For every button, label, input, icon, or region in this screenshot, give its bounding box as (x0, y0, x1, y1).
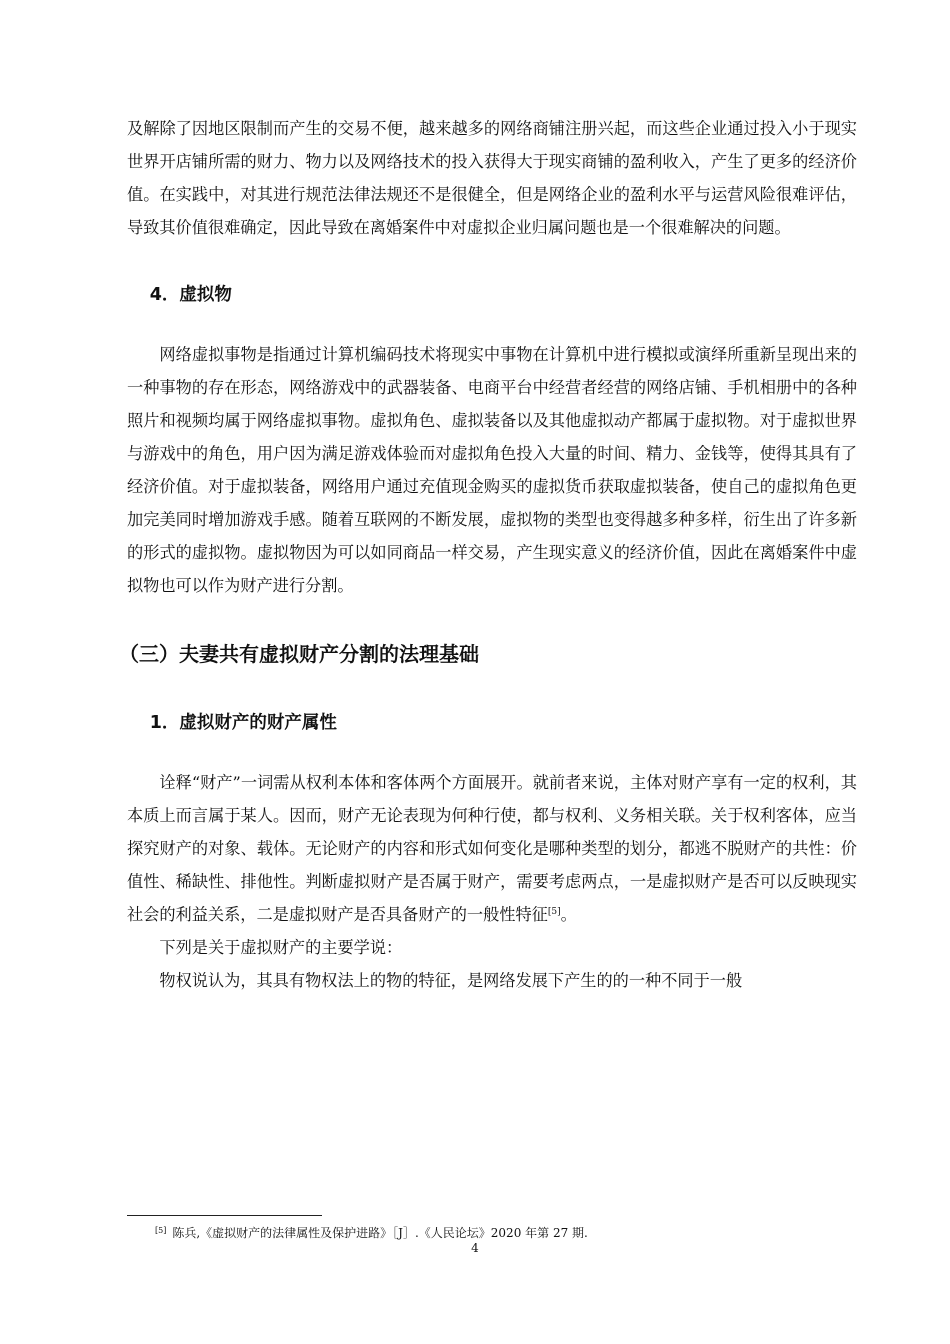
section-heading-legal-basis: （三）夫妻共有虚拟财产分割的法理基础 (119, 642, 479, 666)
paragraph-real-right-theory: 物权说认为，其具有物权法上的物的特征，是网络发展下产生的的一种不同于一般 (159, 971, 743, 990)
paragraph-property-text: 诠释“财产”一词需从权利本体和客体两个方面展开。就前者来说，主体对财产享有一定的权利，其本质上而言属于某人。因而，财产无论表现为何种行使，都与权利、义务相关联。关于权利客体，应当探究财产的对象、载体。无论财产的内容和形式如何变化是哪种类型的划分，都逃不脱财产的共性：价值性、稀缺性、排他性。判断虚拟财产是否属于财产，需要考虑两点，一是虚拟财产是否可以反映现实社会的利益关系，二是虚拟财产是否具备财产的一般性特征 (127, 773, 857, 924)
page-number: 4 (471, 1241, 479, 1255)
citation-ref[interactable]: [5] (547, 907, 561, 917)
footnote (155, 1222, 855, 1242)
paragraph-virtual-objects: 网络虚拟事物是指通过计算机编码技术将现实中事物在计算机中进行模拟或演绎所重新呈现出来的一种事物的存在形态，网络游戏中的武器装备、电商平台中经营者经营的网络店铺、手机相册中的各种照片和视频均属于网络虚拟事物。虚拟角色、虚拟装备以及其他虚拟动产都属于虚拟物。对于虚拟世界与游戏中的角色，用户因为满足游戏体验而对虚拟角色投入大量的时间、精力、金钱等，使得其具有了经济价值。对于虚拟装备，网络用户通过充值现金购买的虚拟货币获取虚拟装备，使自己的虚拟角色更加完美同时增加游戏手感。随着互联网的不断发展，虚拟物的类型也变得越多种多样，衍生出了许多新的形式的虚拟物。虚拟物因为可以如同商品一样交易，产生现实意义的经济价值，因此在离婚案件中虚拟物也可以作为财产进行分割。 (127, 345, 857, 595)
paragraph-property-definition (127, 766, 857, 931)
heading-property-attribute: 1．虚拟财产的财产属性 (149, 713, 337, 733)
footnote-divider (127, 1215, 322, 1216)
paragraph-virtual-enterprise: 及解除了因地区限制而产生的交易不便，越来越多的网络商铺注册兴起，而这些企业通过投入小于现实世界开店铺所需的财力、物力以及网络技术的投入获得大于现实商铺的盈利收入，产生了更多的经济价值。在实践中，对其进行规范法律法规还不是很健全，但是网络企业的盈利水平与运营风险很难评估，导致其价值很难确定，因此导致在离婚案件中对虚拟企业归属问题也是一个很难解决的问题。 (127, 119, 857, 237)
heading-virtual-objects: 4．虚拟物 (149, 285, 232, 305)
page-body (119, 112, 857, 997)
paragraph-property-end: 。 (560, 905, 577, 924)
footnote-text: 陈兵,《虚拟财产的法律属性及保护进路》［J］.《人民论坛》2020 年第 27 期. (172, 1226, 588, 1240)
paragraph-theories-intro: 下列是关于虚拟财产的主要学说： (159, 938, 403, 957)
footnote-mark: [5] (155, 1226, 167, 1235)
